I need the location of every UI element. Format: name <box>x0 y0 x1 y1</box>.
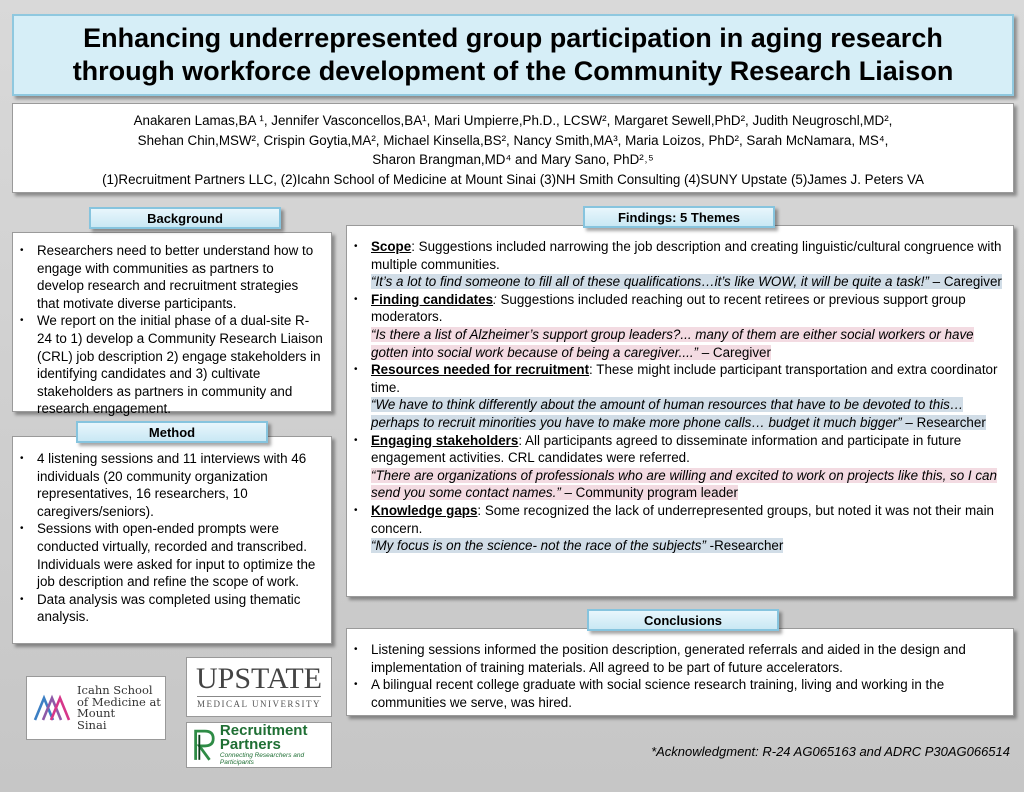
theme-text: Suggestions included narrowing the job description and creating linguistic/cultural congruence with multiple communities. <box>371 239 1002 272</box>
recruitment-line: Partners <box>219 736 281 753</box>
authors-line-3: Sharon Brangman,MD⁴ and Mary Sano, PhD²˒⁵ <box>372 152 654 167</box>
theme-resources <box>347 361 1003 431</box>
list-item: • We report on the initial phase of a dual-site R-24 to 1) develop a Community Research Liaison (CRL) job description 2) engage stakeholders in identifying candidates and 3) cultivate stakeholders as partners in community and research engagement. <box>13 312 323 418</box>
method-list <box>13 450 323 626</box>
title-banner <box>12 14 1014 96</box>
theme-sep: : <box>477 502 482 518</box>
theme-text: All participants agreed to disseminate information and participate in future engagement activities. CRL candidates were referred. <box>371 432 962 466</box>
upstate-subtitle: MEDICAL UNIVERSITY <box>197 696 321 709</box>
rp-monogram-icon <box>191 726 217 764</box>
theme-name: Scope <box>371 239 412 254</box>
quote-speaker: -Researcher <box>705 538 784 554</box>
recruitment-text <box>220 724 331 766</box>
theme-quote <box>371 468 997 501</box>
conclusions-list <box>347 641 1003 711</box>
theme-finding-candidates <box>347 291 1003 361</box>
icahn-line: of Medicine at <box>77 694 161 709</box>
list-item: • Data analysis was completed using thematic analysis. <box>13 591 323 626</box>
findings-header: Findings: 5 Themes <box>583 206 775 228</box>
upstate-logo <box>186 657 332 717</box>
list-item: • Sessions with open-ended prompts were conducted virtually, recorded and transcribed. Individuals were asked for input to optimize the job description and refine the scope of work. <box>13 520 323 590</box>
quote-speaker: – Caregiver <box>928 274 1002 290</box>
affiliations: (1)Recruitment Partners LLC, (2)Icahn School of Medicine at Mount Sinai (3)NH Smith Consulting (4)SUNY Upstate (5)James J. Peters VA <box>102 171 924 187</box>
theme-sep: : <box>493 291 497 307</box>
theme-quote <box>371 397 986 430</box>
theme-name: Engaging stakeholders <box>371 432 519 448</box>
theme-knowledge-gaps <box>347 502 1003 555</box>
authors-line-1: Anakaren Lamas,BA ¹, Jennifer Vasconcellos,BA¹, Mari Umpierre,Ph.D., LCSW², Margaret Sewell,PhD², Judith Neugroschl,MD², <box>133 113 893 128</box>
list-item: • Listening sessions informed the position description, generated referrals and aided in the design and implementation of training materials. All agreed to be part of future accelerators. <box>347 641 1003 676</box>
theme-name: Resources needed for recruitment <box>371 362 590 378</box>
recruitment-line: Recruitment <box>219 722 308 739</box>
quote-speaker: – Caregiver <box>698 344 771 360</box>
findings-panel <box>346 225 1014 597</box>
recruitment-partners-logo <box>186 722 332 768</box>
theme-sep: : <box>518 432 523 448</box>
icahn-line: Icahn School <box>77 683 153 697</box>
theme-quote <box>371 538 783 553</box>
conclusions-panel <box>346 628 1014 716</box>
theme-text: Some recognized the lack of underrepresented groups, but noted it was not their main concern. <box>371 502 995 536</box>
quote-text: “My focus is on the science- not the race of the subjects” <box>371 538 706 554</box>
conclusions-header: Conclusions <box>587 609 779 631</box>
method-panel <box>12 436 332 644</box>
quote-text: “There are organizations of professionals who are willing and excited to work on projects like this, so I can send you some contact names.” <box>371 467 997 501</box>
acknowledgment: *Acknowledgment: R-24 AG065163 and ADRC P30AG066514 <box>651 744 1010 759</box>
findings-list <box>347 238 1003 555</box>
quote-speaker: – Community program leader <box>560 485 738 501</box>
background-list <box>13 242 323 418</box>
list-item: • Researchers need to better understand how to engage with communities as partners to develop research and recruitment strategies that motivate diverse participants. <box>13 242 323 312</box>
authors-line-2: Shehan Chin,MSW², Crispin Goytia,MA², Michael Kinsella,BS², Nancy Smith,MA³, Maria Loizos, PhD², Sarah McNamara, MS⁴, <box>137 132 889 148</box>
list-item: • A bilingual recent college graduate with social science research training, living and working in the communities we serve, was hired. <box>347 676 1003 711</box>
list-item: • 4 listening sessions and 11 interviews with 46 individuals (20 community organization representatives, 16 researchers, 10 caregivers/seniors). <box>13 450 323 520</box>
theme-scope <box>347 238 1003 291</box>
upstate-wordmark: UPSTATE <box>196 662 322 695</box>
quote-speaker: – Researcher <box>901 414 986 430</box>
quote-text: “Is there a list of Alzheimer’s support group leaders?... many of them are either social workers or have gotten into social work because of being a caregiver....” <box>371 326 974 360</box>
theme-quote <box>371 274 1002 289</box>
theme-quote <box>371 327 974 360</box>
background-header: Background <box>89 207 281 229</box>
theme-text: These might include participant transportation and extra coordinator time. <box>371 362 998 395</box>
icahn-line: Mount <box>77 706 116 720</box>
theme-engaging-stakeholders <box>347 432 1003 502</box>
icahn-logo-text <box>77 685 161 731</box>
theme-name: Finding candidates <box>371 291 494 307</box>
poster-title: Enhancing underrepresented group participation in aging research through workforce development of the Community Research Liaison <box>72 23 954 86</box>
authors-panel <box>12 103 1014 193</box>
theme-sep: : <box>589 362 593 378</box>
icahn-line: Sinai <box>77 717 107 732</box>
recruitment-tagline: Connecting Researchers and Participants <box>219 752 305 766</box>
icahn-mark-icon <box>33 694 73 722</box>
icahn-logo <box>26 676 166 740</box>
theme-sep: : <box>411 239 415 254</box>
quote-text: “It’s a lot to find someone to fill all of these qualifications…it’s like WOW, it will be quite a task!” <box>371 274 929 290</box>
method-header: Method <box>76 421 268 443</box>
quote-text: “We have to think differently about the amount of human resources that have to be devoted to this…perhaps to recruit minorities you have to make more phone calls… budget it much bigger” <box>371 397 964 430</box>
theme-text: Suggestions included reaching out to recent retirees or previous support group moderators. <box>371 291 966 325</box>
theme-name: Knowledge gaps <box>371 502 478 518</box>
background-panel <box>12 232 332 417</box>
